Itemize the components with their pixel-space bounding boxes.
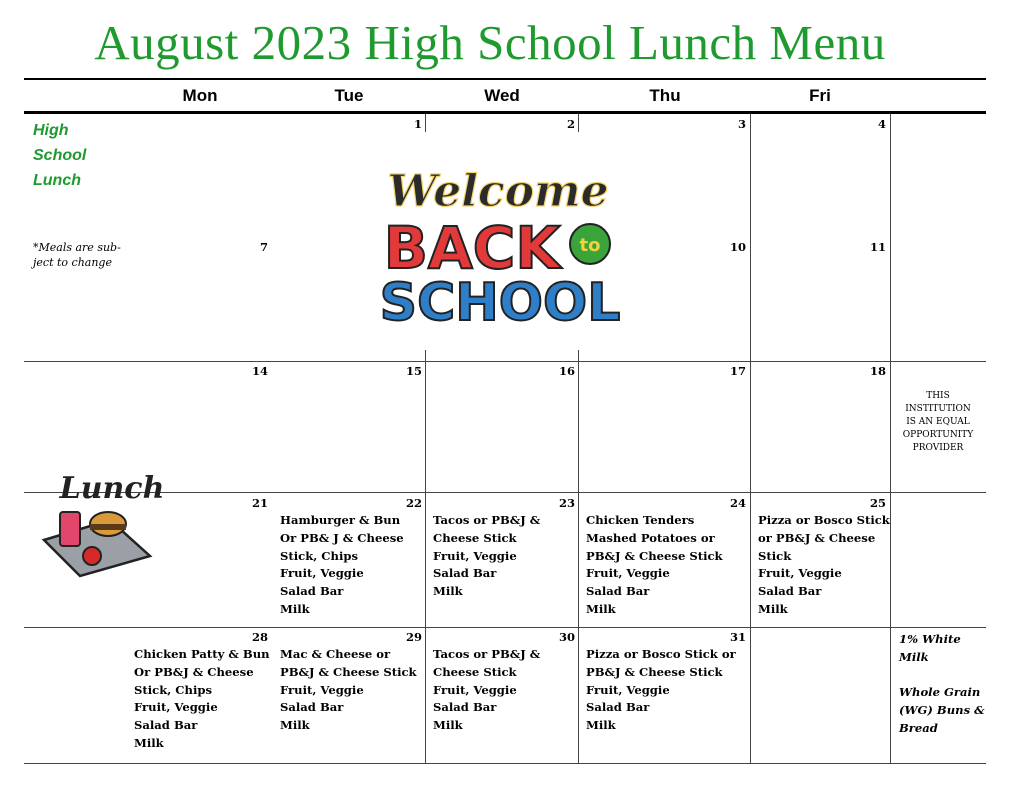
day-header-tue: Tue <box>334 86 364 105</box>
date-28: 28 <box>251 630 268 644</box>
to-text: to <box>579 235 601 256</box>
date-7: 7 <box>259 240 268 254</box>
grid-line <box>24 361 986 362</box>
welcome-text: Welcome <box>387 166 609 217</box>
date-11: 11 <box>869 240 886 254</box>
menu-item-23: Tacos or PB&J & Cheese Stick Fruit, Veggie Salad Bar Milk <box>433 513 541 599</box>
date-2: 2 <box>566 117 575 131</box>
page-title: August 2023 High School Lunch Menu <box>94 15 886 70</box>
date-14: 14 <box>251 364 268 378</box>
welcome-back-to-school-image <box>380 160 620 325</box>
milk-bread-info: 1% White Milk Whole Grain (WG) Buns & Bread <box>899 632 985 735</box>
date-17: 17 <box>729 364 746 378</box>
grid-line <box>24 763 986 764</box>
grid-line <box>425 350 426 763</box>
grid-line <box>578 350 579 763</box>
date-29: 29 <box>405 630 422 644</box>
lunch-text: Lunch <box>59 471 165 506</box>
date-15: 15 <box>405 364 422 378</box>
school-text: SCHOOL <box>380 273 620 325</box>
menu-item-24: Chicken Tenders Mashed Potatoes or PB&J & Cheese Stick Fruit, Veggie Salad Bar Milk <box>586 513 723 616</box>
grid-line <box>578 114 579 132</box>
back-text: BACK <box>383 214 561 282</box>
date-25: 25 <box>869 496 886 510</box>
menu-item-22: Hamburger & Bun Or PB& J & Cheese Stick, Chips Fruit, Veggie Salad Bar Milk <box>280 513 404 616</box>
equal-opportunity-statement: THIS INSTITUTION IS AN EQUAL OPPORTUNITY PROVIDER <box>902 391 974 453</box>
menu-item-28: Chicken Patty & Bun Or PB&J & Cheese Stick, Chips Fruit, Veggie Salad Bar Milk <box>134 647 270 750</box>
day-header-fri: Fri <box>809 86 831 105</box>
menu-item-31: Pizza or Bosco Stick or PB&J & Cheese Stick Fruit, Veggie Salad Bar Milk <box>586 647 736 733</box>
day-header-wed: Wed <box>484 86 520 105</box>
top-rule <box>24 78 986 80</box>
date-23: 23 <box>558 496 575 510</box>
date-31: 31 <box>729 630 746 644</box>
header-rule <box>24 111 986 114</box>
day-header-thu: Thu <box>649 86 681 105</box>
date-16: 16 <box>558 364 575 378</box>
grid-line <box>24 627 986 628</box>
menu-item-29: Mac & Cheese or PB&J & Cheese Stick Fruit, Veggie Salad Bar Milk <box>280 647 417 733</box>
sidebar-note: *Meals are sub- ject to change <box>33 241 121 269</box>
grid-line <box>890 114 891 763</box>
apple-shape <box>83 547 101 565</box>
grid-line <box>425 114 426 132</box>
lunch-tray-image <box>40 460 170 580</box>
sidebar-heading: High School Lunch <box>33 122 87 189</box>
date-3: 3 <box>737 117 746 131</box>
menu-item-30: Tacos or PB&J & Cheese Stick Fruit, Veggie Salad Bar Milk <box>433 647 541 733</box>
date-1: 1 <box>413 117 422 131</box>
cup-shape <box>60 512 80 546</box>
date-18: 18 <box>869 364 886 378</box>
date-30: 30 <box>558 630 575 644</box>
menu-item-25: Pizza or Bosco Stick or PB&J & Cheese Stick Fruit, Veggie Salad Bar Milk <box>758 513 890 616</box>
date-24: 24 <box>729 496 746 510</box>
date-22: 22 <box>405 496 422 510</box>
date-10: 10 <box>729 240 746 254</box>
date-4: 4 <box>877 117 886 131</box>
day-header-mon: Mon <box>182 86 218 105</box>
date-21: 21 <box>251 496 268 510</box>
grid-line <box>750 114 751 763</box>
